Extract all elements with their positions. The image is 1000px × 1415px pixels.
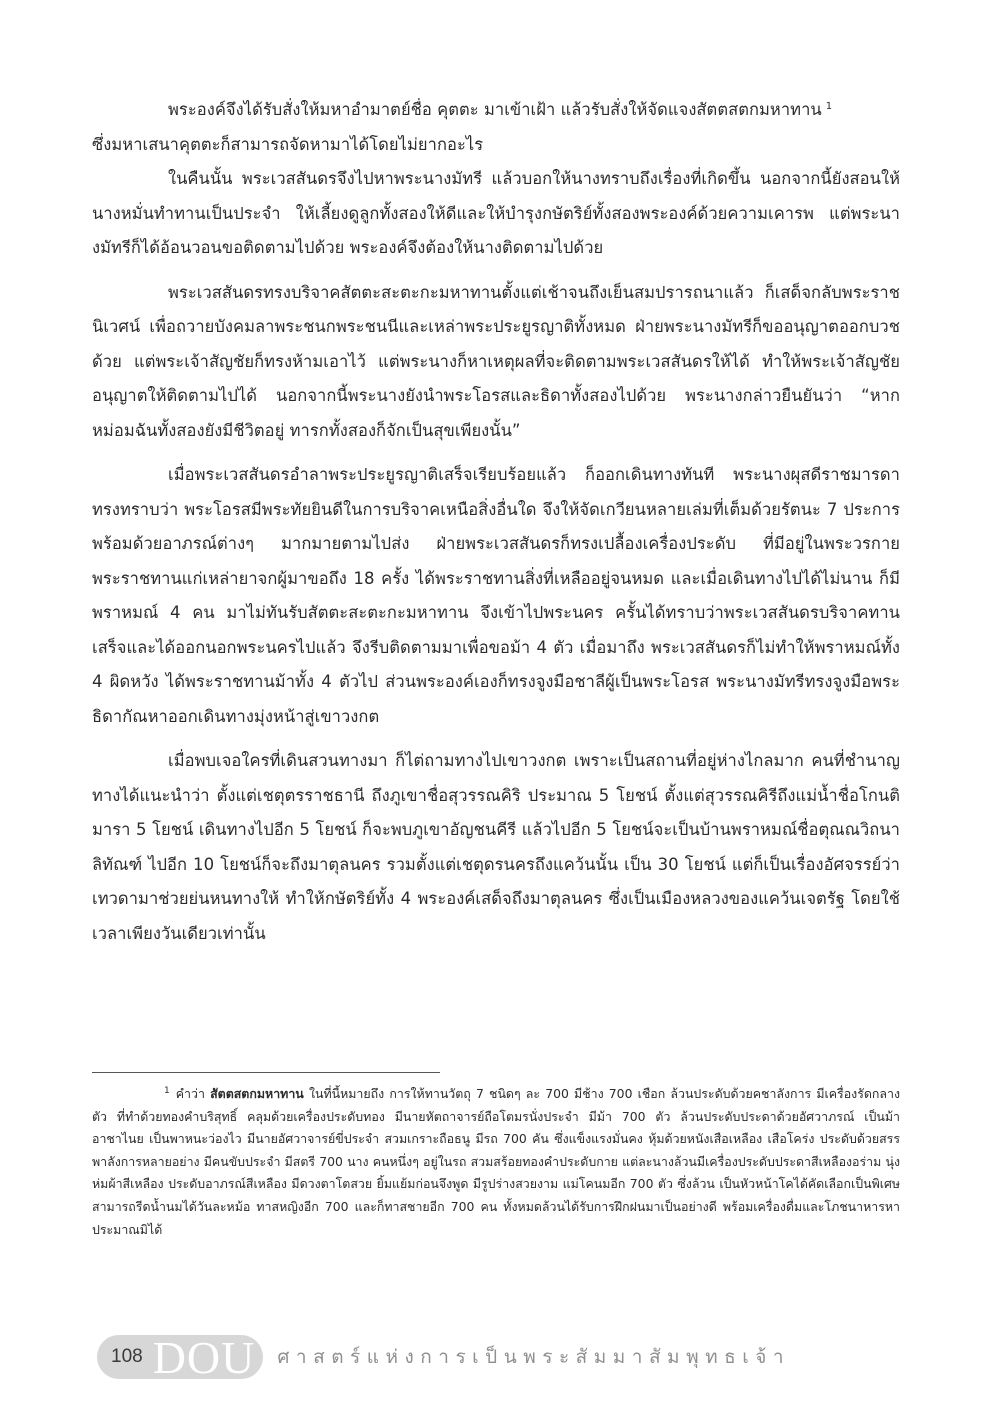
footnote-term: สัตตสตกมหาทาน — [210, 1086, 304, 1101]
dou-logo: DOU — [152, 1332, 256, 1383]
footnote — [92, 1083, 900, 1241]
page-number: 108 — [111, 1346, 143, 1367]
page-footer — [97, 1332, 791, 1383]
paragraph-2-text: ในคืนนั้น พระเวสสันดรจึงไปหาพระนางมัทรี แล้วบอกให้นางทราบถึงเรื่องที่เกิดขึ้น นอกจากนี้ยังสอนให้นางหมั่นทำทานเป็นประจำ ให้เลี้ยงดูลูกทั้งสองให้ดีและให้บำรุงกษัตริย์ทั้งสองพระองค์ด้วยความเคารพ แต่พระนางมัทรีก็ได้อ้อนวอนขอติดตามไปด้วย พระองค์จึงต้องให้นางติดตามไปด้วย — [92, 169, 900, 257]
footer-badge — [97, 1332, 263, 1383]
paragraph-3 — [92, 276, 900, 449]
paragraph-1-text: พระองค์จึงได้รับสั่งให้มหาอำมาตย์ชื่อ คุตตะ มาเข้าเฝ้า แล้วรับสั่งให้จัดแจงสัตตสตกมหาทาน — [168, 100, 822, 119]
page-body — [92, 93, 900, 961]
paragraph-1 — [92, 93, 900, 162]
footnote-divider — [92, 1072, 440, 1073]
paragraph-1-text-cont: ซึ่งมหาเสนาคุตตะก็สามารถจัดหามาได้โดยไม่ยากอะไร — [92, 134, 484, 154]
paragraph-2 — [92, 162, 900, 266]
paragraph-4-text: เมื่อพระเวสสันดรอำลาพระประยูรญาติเสร็จเรียบร้อยแล้ว ก็ออกเดินทางทันที พระนางผุสดีราชมารดาทรงทราบว่า พระโอรสมีพระทัยยินดีในการบริจาคเหนือสิ่งอื่นใด จึงให้จัดเกวียนหลายเล่มที่เต็มด้วยรัตนะ 7 ประการ พร้อมด้วยอาภรณ์ต่างๆ มากมายตามไปส่ง ฝ่ายพระเวสสันดรก็ทรงเปลื้องเครื่องประดับ ที่มีอยู่ในพระวรกาย พระราชทานแก่เหล่ายาจกผู้มาขอถึง 18 ครั้ง ได้พระราชทานสิ่งที่เหลืออยู่จนหมด และเมื่อเดินทางไปได้ไม่นาน ก็มีพราหมณ์ 4 คน มาไม่ทันรับสัตตะสะตะกะมหาทาน จึงเข้าไปพระนคร ครั้นได้ทราบว่าพระเวสสันดรบริจาคทานเสร็จและได้ออกนอกพระนครไปแล้ว จึงรีบติดตามมาเพื่อขอม้า 4 ตัว เมื่อมาถึง พระเวสสันดรก็ไม่ทำให้พราหมณ์ทั้ง 4 ผิดหวัง ได้พระราชทานม้าทั้ง 4 ตัวไป ส่วนพระองค์เองก็ทรงจูงมือชาลีผู้เป็นพระโอรส พระนางมัทรีทรงจูงมือพระธิดากัณหาออกเดินทางมุ่งหน้าสู่เขาวงกต — [92, 465, 900, 726]
paragraph-5 — [92, 744, 900, 951]
footnote-lead: คำว่า — [175, 1086, 205, 1101]
footnote-text: ในที่นี้หมายถึง การให้ทานวัตถุ 7 ชนิดๆ ละ 700 มีช้าง 700 เชือก ล้วนประดับด้วยคชาลังการ มีเครื่องรัดกลางตัว ที่ทำด้วยทองคำบริสุทธิ์ คลุมด้วยเครื่องประดับทอง มีนายหัตถาจารย์ถือโตมรนั่งประจำ มีม้า 700 ตัว ล้วนประดับประดาด้วยอัศวาภรณ์ เป็นม้าอาชาไนย เป็นพาหนะว่องไว มีนายอัศวาจารย์ขี่ประจำ สวมเกราะถือธนู มีรถ 700 คัน ซึ่งแข็งแรงมั่นคง หุ้มด้วยหนังเสือเหลือง เสือโคร่ง ประดับด้วยสรรพาลังการหลายอย่าง มีคนขับประจำ มีสตรี 700 นาง คนหนึ่งๆ อยู่ในรถ สวมสร้อยทองคำประดับกาย แต่ละนางล้วนมีเครื่องประดับประดาสีเหลืองอร่าม นุ่งห่มผ้าสีเหลือง ประดับอาภรณ์สีเหลือง มีดวงตาโตสวย ยิ้มแย้มก่อนจึงพูด มีรูปร่างสวยงาม แม่โคนมอีก 700 ตัว ซึ่งล้วน เป็นหัวหน้าโคได้คัดเลือกเป็นพิเศษ สามารถรีดน้ำนมได้วันละหม้อ ทาสหญิงอีก 700 และก็ทาสชายอีก 700 คน ทั้งหมดล้วนได้รับการฝึกฝนมาเป็นอย่างดี พร้อมเครื่องดื่มและโภชนาหารหาประมาณมิได้ — [92, 1086, 900, 1237]
footnote-number: 1 — [164, 1085, 170, 1096]
paragraph-3-text: พระเวสสันดรทรงบริจาคสัตตะสะตะกะมหาทานตั้งแต่เช้าจนถึงเย็นสมปรารถนาแล้ว ก็เสด็จกลับพระราชนิเวศน์ เพื่อถวายบังคมลาพระชนกพระชนนีและเหล่าพระประยูรญาติทั้งหมด ฝ่ายพระนางมัทรีก็ขออนุญาตออกบวชด้วย แต่พระเจ้าสัญชัยก็ทรงห้ามเอาไว้ แต่พระนางก็หาเหตุผลที่จะติดตามพระเวสสันดรให้ได้ ทำให้พระเจ้าสัญชัยอนุญาตให้ติดตามไปได้ นอกจากนี้พระนางยังนำพระโอรสและธิดาทั้งสองไปด้วย พระนางกล่าวยืนยันว่า “หากหม่อมฉันทั้งสองยังมีชีวิตอยู่ ทารกทั้งสองก็จักเป็นสุขเพียงนั้น” — [92, 282, 900, 440]
footnote-ref: 1 — [825, 100, 833, 112]
paragraph-5-text: เมื่อพบเจอใครที่เดินสวนทางมา ก็ไต่ถามทางไปเขาวงกต เพราะเป็นสถานที่อยู่ห่างไกลมาก คนที่ชำนาญทางได้แนะนำว่า ตั้งแต่เชตุตรราชธานี ถึงภูเขาชื่อสุวรรณคิริ ประมาณ 5 โยชน์ ตั้งแต่สุวรรณคิรีถึงแม่น้ำชื่อโกนติมารา 5 โยชน์ เดินทางไปอีก 5 โยชน์ ก็จะพบภูเขาอัญชนคีรี แล้วไปอีก 5 โยชน์จะเป็นบ้านพราหมณ์ชื่อตุณณวิถนาลิทัณฑ์ ไปอีก 10 โยชน์ก็จะถึงมาตุลนคร รวมตั้งแต่เชตุดรนครถึงแคว้นนั้น เป็น 30 โยชน์ แต่ก็เป็นเรื่องอัศจรรย์ว่า เทวดามาช่วยย่นหนทางให้ ทำให้กษัตริย์ทั้ง 4 พระองค์เสด็จถึงมาตุลนคร ซึ่งเป็นเมืองหลวงของแคว้นเจตรัฐ โดยใช้เวลาเพียงวันเดียวเท่านั้น — [92, 751, 900, 943]
paragraph-4 — [92, 458, 900, 734]
book-title: ศาสตร์แห่งการเป็นพระสัมมาสัมพุทธเจ้า — [277, 1346, 791, 1368]
